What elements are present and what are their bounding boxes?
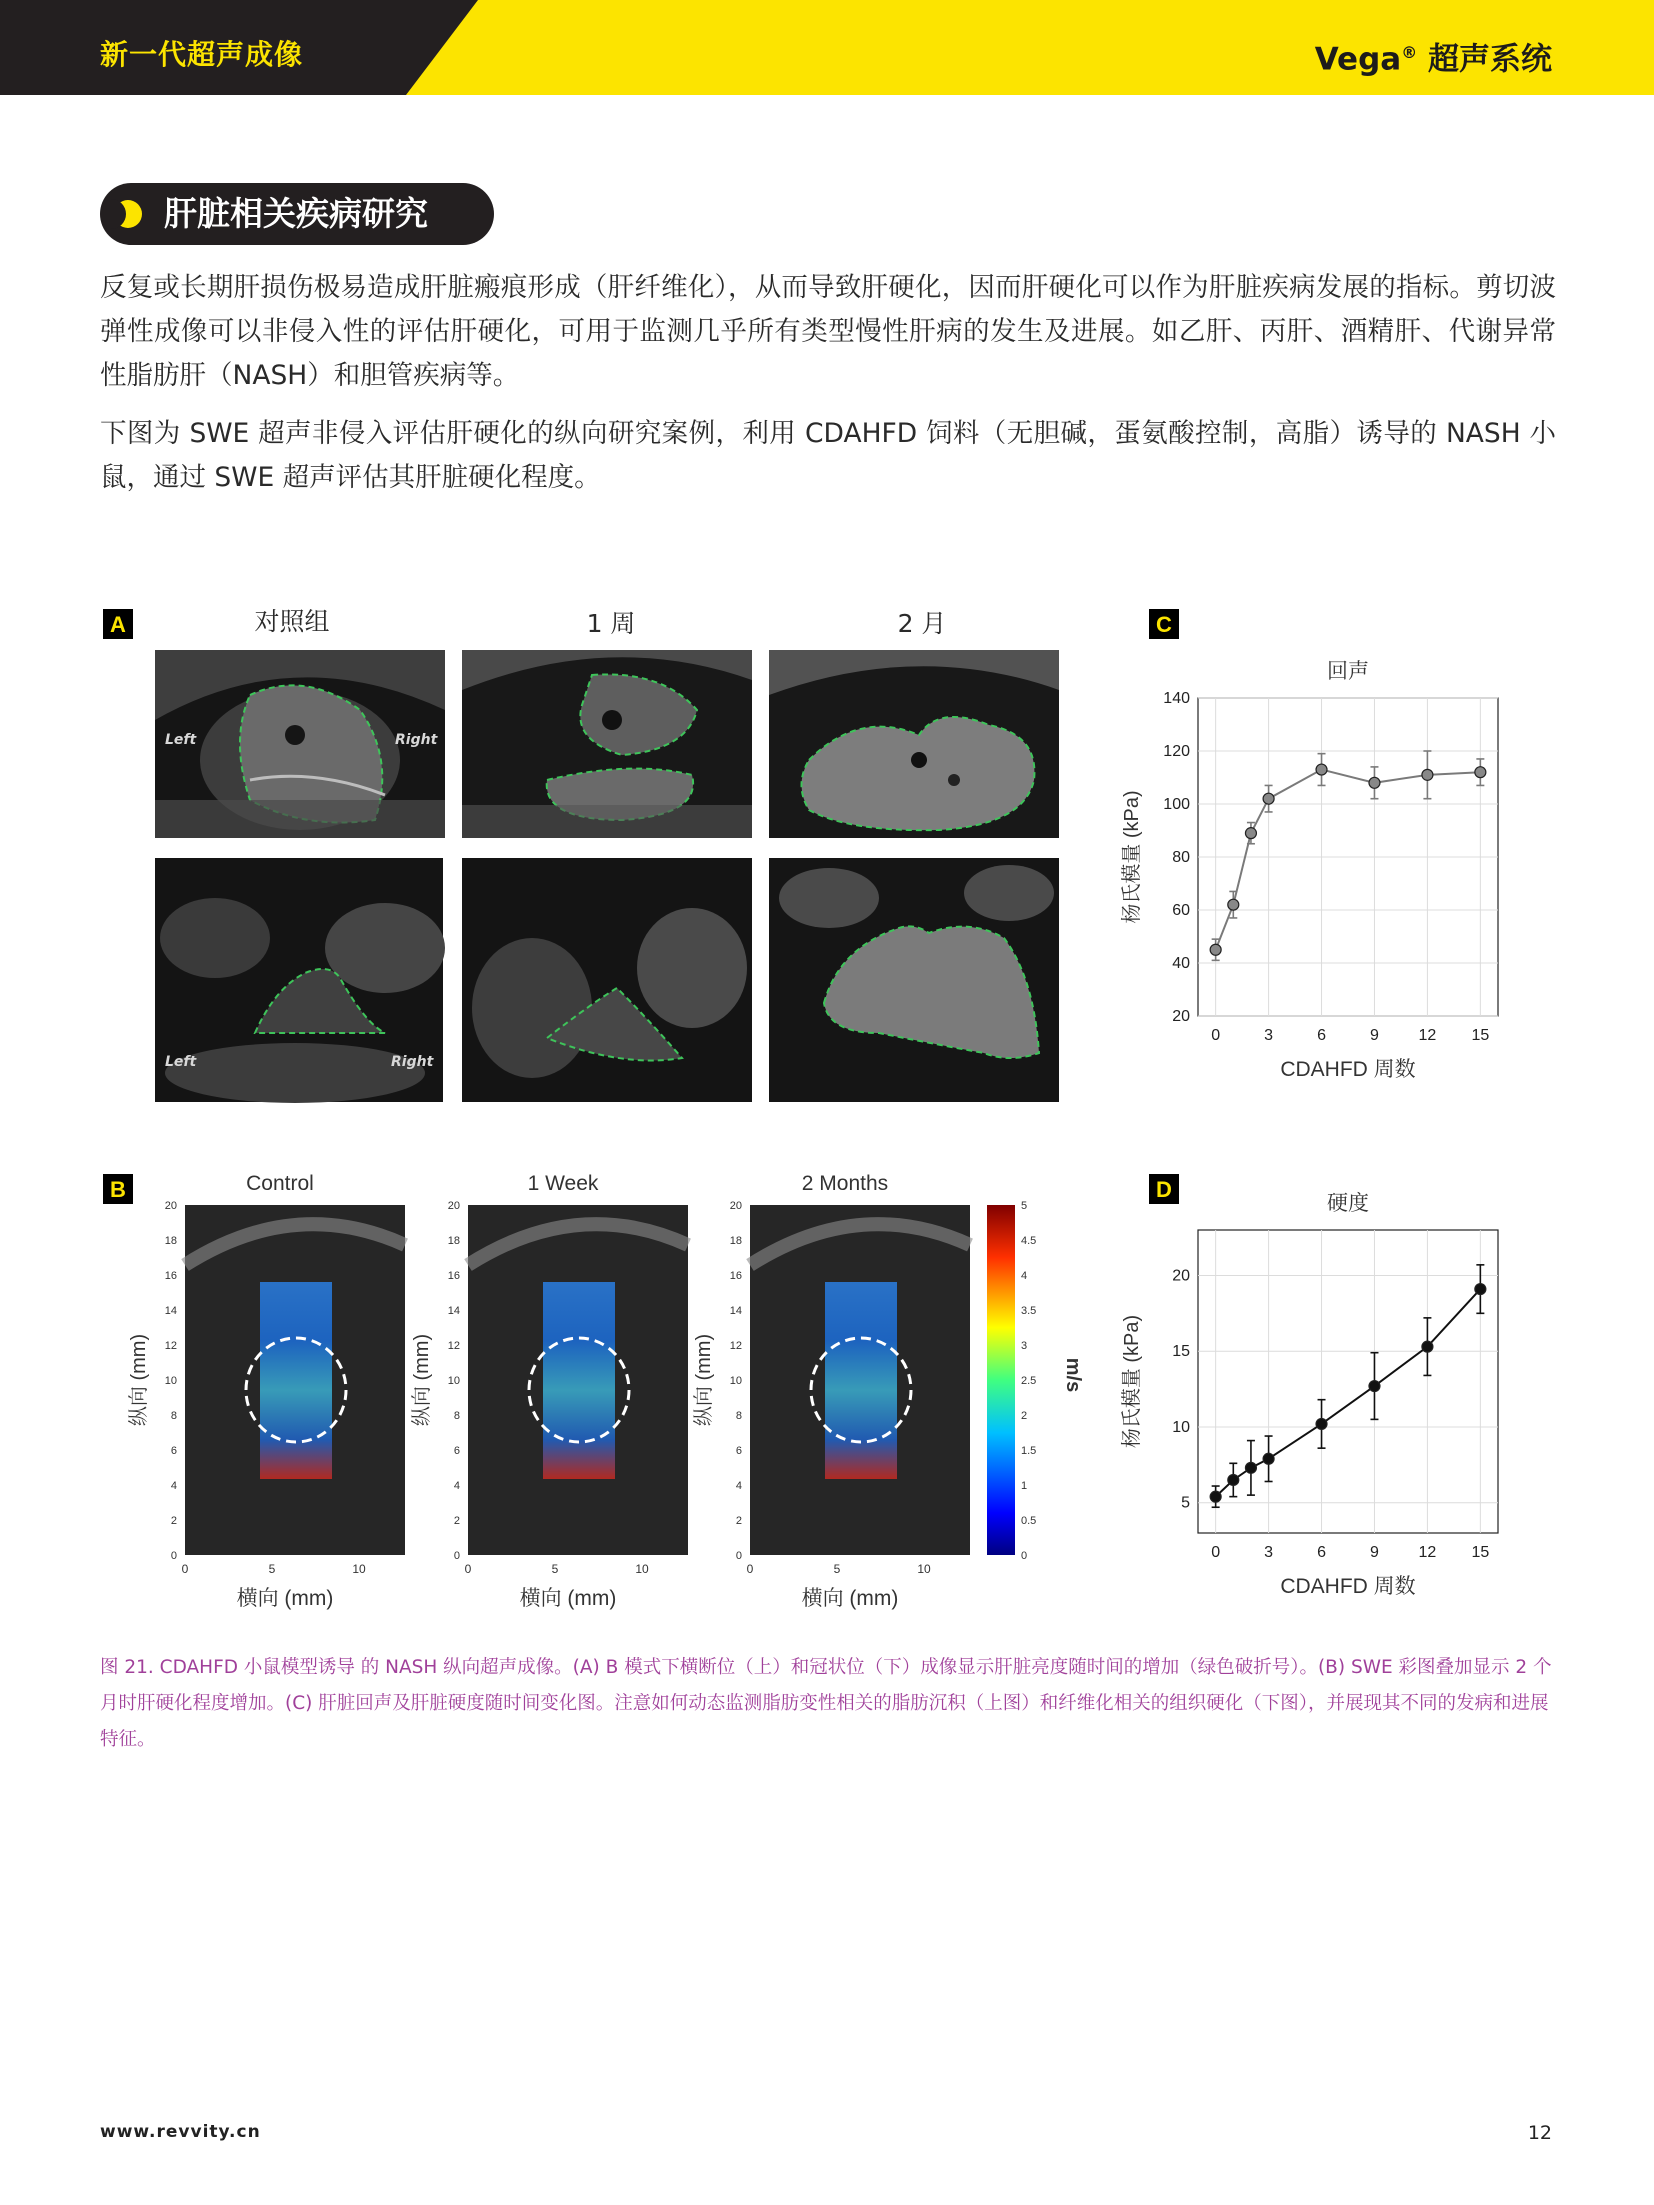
data-point <box>1369 1381 1380 1392</box>
colorbar-tick: 2.5 <box>1021 1375 1037 1387</box>
swe-y-tick: 0 <box>170 1550 177 1562</box>
swe-panel-0 <box>127 1172 405 1610</box>
y-tick-label: 140 <box>1163 690 1190 707</box>
page-number: 12 <box>1527 2122 1552 2144</box>
bmode-transverse-2months <box>769 650 1059 838</box>
data-point <box>1210 1491 1221 1502</box>
swe-x-tick: 0 <box>746 1562 754 1576</box>
colorbar-tick: 1.5 <box>1021 1445 1037 1457</box>
swe-x-tick: 5 <box>268 1562 276 1576</box>
panel-label-a: A <box>103 609 133 639</box>
data-point <box>1263 793 1274 804</box>
y-tick-label: 10 <box>1172 1418 1190 1436</box>
chart-echo <box>1120 640 1540 1090</box>
swe-colorbar <box>987 1205 1015 1555</box>
orientation-left-label-2: Left <box>165 1054 197 1070</box>
y-tick-label: 40 <box>1172 955 1190 972</box>
data-point <box>1369 777 1380 788</box>
colorbar-unit: m/s <box>1062 1357 1084 1393</box>
swe-y-tick: 12 <box>447 1340 460 1352</box>
chart-title: 硬度 <box>1327 1192 1369 1215</box>
pill-dot-icon <box>114 200 142 228</box>
panel-label-d: D <box>1149 1174 1179 1204</box>
swe-y-tick: 2 <box>453 1515 460 1527</box>
swe-y-tick: 14 <box>447 1305 460 1317</box>
orientation-right-label-2: Right <box>391 1054 434 1070</box>
swe-y-tick: 18 <box>164 1235 177 1247</box>
data-point <box>1228 899 1239 910</box>
swe-y-tick: 6 <box>453 1445 460 1457</box>
orientation-left-label: Left <box>165 732 197 748</box>
swe-x-tick: 5 <box>551 1562 559 1576</box>
x-tick-label: 9 <box>1370 1544 1379 1561</box>
section-title: 肝脏相关疾病研究 <box>164 194 428 233</box>
product-name <box>1315 0 1552 95</box>
x-tick-label: 0 <box>1211 1544 1221 1561</box>
panel-label-b: B <box>103 1174 133 1204</box>
swe-y-tick: 10 <box>447 1375 460 1387</box>
product-suffix: 超声系统 <box>1417 41 1552 78</box>
y-axis-label: 杨氏模量 (kPa) <box>1121 1314 1143 1449</box>
swe-x-label: 横向 (mm) <box>801 1587 899 1610</box>
swe-y-tick: 6 <box>735 1445 742 1457</box>
y-tick-label: 60 <box>1172 902 1190 919</box>
swe-y-tick: 4 <box>170 1480 177 1492</box>
swe-y-tick: 14 <box>729 1305 742 1317</box>
data-point <box>1316 1418 1327 1429</box>
chart-stiffness <box>1120 1170 1540 1630</box>
swe-y-tick: 16 <box>164 1270 177 1282</box>
footer-url: www.revvity.cn <box>100 2122 261 2142</box>
x-axis-label: CDAHFD 周数 <box>1280 1575 1416 1598</box>
swe-x-tick: 0 <box>464 1562 472 1576</box>
swe-y-tick: 4 <box>453 1480 460 1492</box>
colorbar-tick: 0.5 <box>1021 1515 1037 1527</box>
swe-y-tick: 10 <box>164 1375 177 1387</box>
swe-panel-title: Control <box>246 1172 314 1195</box>
swe-y-tick: 12 <box>729 1340 742 1352</box>
data-point <box>1316 764 1327 775</box>
swe-color-overlay <box>260 1282 332 1479</box>
data-point <box>1475 767 1486 778</box>
bmode-coronal-2months <box>769 858 1059 1102</box>
swe-y-tick: 16 <box>447 1270 460 1282</box>
product-name-text: Vega <box>1314 41 1402 78</box>
y-tick-label: 100 <box>1163 796 1190 813</box>
swe-panel-title: 2 Months <box>801 1172 889 1195</box>
orientation-right-label: Right <box>395 732 438 748</box>
swe-y-tick: 12 <box>164 1340 177 1352</box>
x-tick-label: 12 <box>1418 1027 1437 1044</box>
swe-y-tick: 8 <box>735 1410 742 1422</box>
colorbar-tick: 1 <box>1021 1480 1028 1492</box>
swe-panel-title: 1 Week <box>527 1172 599 1195</box>
swe-y-label: 纵向 (mm) <box>411 1333 433 1427</box>
colorbar-tick: 3.5 <box>1021 1305 1037 1317</box>
figure-caption: 图 21. CDAHFD 小鼠模型诱导 的 NASH 纵向超声成像。(A) B 模式下横断位（上）和冠状位（下）成像显示肝脏亮度随时间的增加（绿色破折号）。(B) SWE 彩图叠加显示 2 个月时肝硬化程度增加。(C) 肝脏回声及肝脏硬度随时间变化图。注意如何动态监测脂肪变性相关的脂肪沉积（上图）和纤维化相关的组织硬化（下图），并展现其不同的发病和进展特征。 <box>100 1657 1552 1750</box>
swe-color-overlay <box>543 1282 615 1479</box>
swe-x-tick: 5 <box>833 1562 841 1576</box>
swe-y-tick: 20 <box>447 1200 460 1212</box>
colorbar-tick: 4.5 <box>1021 1235 1037 1247</box>
y-tick-label: 80 <box>1172 849 1190 866</box>
y-axis-label: 杨氏模量 (kPa) <box>1121 790 1143 924</box>
x-tick-label: 15 <box>1471 1027 1490 1044</box>
swe-y-tick: 10 <box>729 1375 742 1387</box>
swe-y-tick: 18 <box>447 1235 460 1247</box>
swe-panel-2 <box>692 1172 970 1610</box>
section-heading <box>100 183 494 245</box>
x-tick-label: 6 <box>1317 1027 1326 1044</box>
data-point <box>1245 1462 1256 1473</box>
panel-label-c: C <box>1149 609 1179 639</box>
data-point <box>1245 828 1256 839</box>
y-tick-label: 20 <box>1172 1008 1190 1025</box>
colorbar-tick: 4 <box>1021 1270 1028 1282</box>
swe-y-tick: 0 <box>735 1550 742 1562</box>
swe-y-tick: 4 <box>735 1480 742 1492</box>
swe-x-label: 横向 (mm) <box>236 1587 334 1610</box>
study-paragraph: 下图为 SWE 超声非侵入评估肝硬化的纵向研究案例，利用 CDAHFD 饲料（无胆碱，蛋氨酸控制，高脂）诱导的 NASH 小鼠，通过 SWE 超声评估其肝脏硬化程度。 <box>100 418 1556 493</box>
data-point <box>1228 1474 1239 1485</box>
x-axis-label: CDAHFD 周数 <box>1280 1058 1416 1081</box>
registered-mark: ® <box>1401 43 1418 62</box>
colorbar-tick: 0 <box>1021 1550 1028 1562</box>
panel-a-col-title-1week: 1 周 <box>586 609 636 638</box>
swe-y-label: 纵向 (mm) <box>128 1333 150 1427</box>
data-point <box>1422 1341 1433 1352</box>
swe-y-tick: 2 <box>170 1515 177 1527</box>
panel-a-col-title-2months: 2 月 <box>897 609 947 638</box>
colorbar-tick: 2 <box>1021 1410 1028 1422</box>
x-tick-label: 15 <box>1471 1544 1490 1561</box>
swe-x-tick: 0 <box>181 1562 189 1576</box>
data-point <box>1210 944 1221 955</box>
swe-y-tick: 6 <box>170 1445 177 1457</box>
colorbar-tick: 3 <box>1021 1340 1028 1352</box>
data-point <box>1263 1453 1274 1464</box>
swe-y-tick: 20 <box>729 1200 742 1212</box>
swe-y-tick: 8 <box>170 1410 177 1422</box>
swe-x-label: 横向 (mm) <box>519 1587 617 1610</box>
brand-tag: 新一代超声成像 <box>100 38 304 71</box>
swe-y-tick: 14 <box>164 1305 177 1317</box>
swe-y-tick: 0 <box>453 1550 460 1562</box>
swe-x-tick: 10 <box>917 1562 931 1576</box>
x-tick-label: 12 <box>1418 1544 1437 1561</box>
data-point <box>1422 769 1433 780</box>
swe-y-tick: 8 <box>453 1410 460 1422</box>
swe-y-tick: 18 <box>729 1235 742 1247</box>
bmode-transverse-1week <box>462 650 752 838</box>
swe-y-label: 纵向 (mm) <box>693 1333 715 1427</box>
bmode-coronal-1week <box>462 858 752 1102</box>
swe-y-tick: 16 <box>729 1270 742 1282</box>
swe-y-tick: 20 <box>164 1200 177 1212</box>
page-header <box>0 0 1654 95</box>
y-tick-label: 20 <box>1172 1267 1190 1285</box>
data-point <box>1475 1284 1486 1295</box>
swe-x-tick: 10 <box>352 1562 366 1576</box>
bmode-transverse-control <box>155 650 445 838</box>
swe-color-overlay <box>825 1282 897 1479</box>
x-tick-label: 9 <box>1370 1027 1379 1044</box>
x-tick-label: 6 <box>1317 1544 1326 1561</box>
x-tick-label: 3 <box>1264 1027 1274 1044</box>
swe-panel-1 <box>410 1172 688 1610</box>
y-tick-label: 15 <box>1172 1343 1190 1361</box>
colorbar-tick: 5 <box>1021 1200 1028 1212</box>
panel-a-col-title-control: 对照组 <box>254 607 330 636</box>
panel-b-swe-maps <box>110 1160 1084 1620</box>
x-tick-label: 3 <box>1264 1544 1274 1561</box>
swe-x-tick: 10 <box>635 1562 649 1576</box>
y-tick-label: 5 <box>1181 1494 1190 1512</box>
intro-paragraph: 反复或长期肝损伤极易造成肝脏瘢痕形成（肝纤维化），从而导致肝硬化，因而肝硬化可以作为肝脏疾病发展的指标。剪切波弹性成像可以非侵入性的评估肝硬化，可用于监测几乎所有类型慢性肝病的发生及进展。如乙肝、丙肝、酒精肝、代谢异常性脂肪肝（NASH）和胆管疾病等。 <box>100 272 1556 391</box>
swe-y-tick: 2 <box>735 1515 742 1527</box>
x-tick-label: 0 <box>1211 1027 1221 1044</box>
bmode-coronal-control <box>155 858 443 1102</box>
y-tick-label: 120 <box>1163 743 1190 760</box>
chart-title: 回声 <box>1327 660 1369 683</box>
